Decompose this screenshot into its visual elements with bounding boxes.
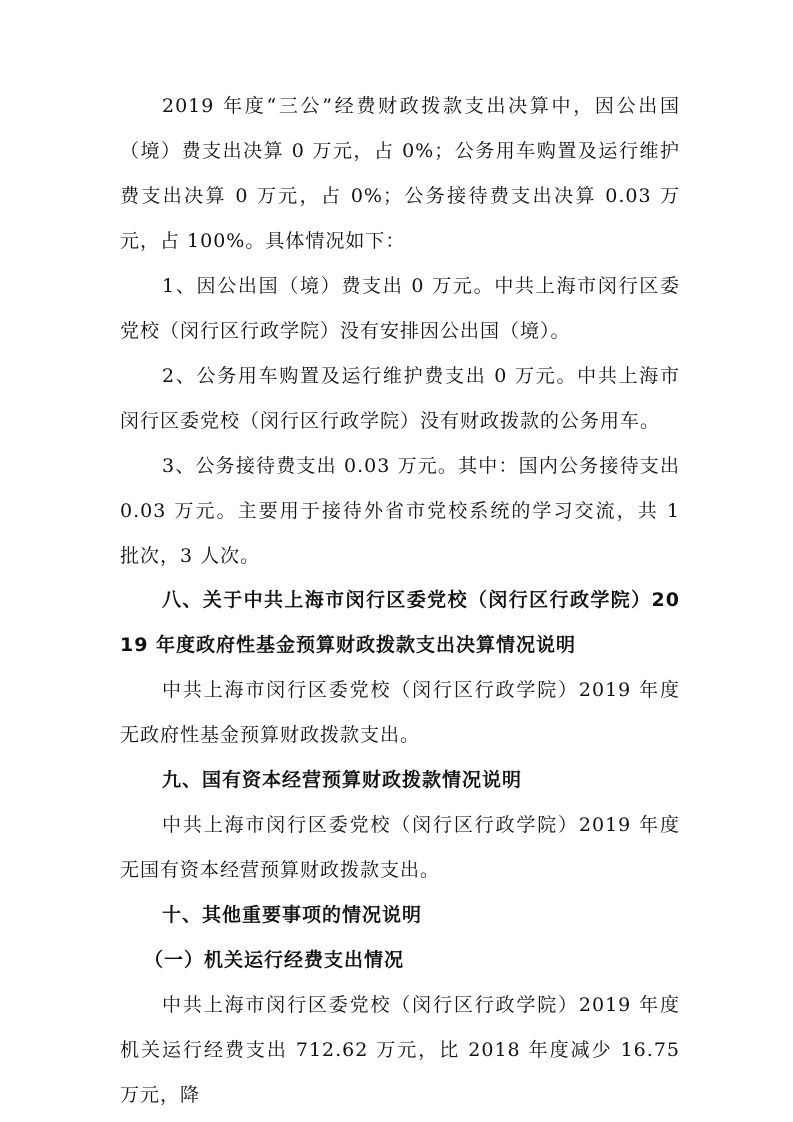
section-heading-nine: 九、国有资本经营预算财政拨款情况说明 xyxy=(162,769,523,791)
subsection-heading-one: （一）机关运行经费支出情况 xyxy=(144,949,405,971)
vehicle-expense-item: 2、公务用车购置及运行维护费支出 0 万元。中共上海市闵行区委党校（闵行区行政学院）没有财政拨款的公务用车。 xyxy=(120,365,680,432)
summary-paragraph: 2019 年度“三公”经费财政拨款支出决算中，因公出国（境）费支出决算 0 万元，占 0%；公务用车购置及运行维护费支出决算 0 万元，占 0%；公务接待费支出决算 0.03 万元，占 100%。具体情况如下： xyxy=(120,95,680,252)
operating-expense-paragraph: 中共上海市闵行区委党校（闵行区行政学院）2019 年度机关运行经费支出 712.62 万元，比 2018 年度减少 16.75 万元，降 xyxy=(120,994,680,1106)
section-heading-eight: 八、关于中共上海市闵行区委党校（闵行区行政学院）2019 年度政府性基金预算财政拨款支出决算情况说明 xyxy=(120,589,680,656)
travel-expense-item: 1、因公出国（境）费支出 0 万元。中共上海市闵行区委党校（闵行区行政学院）没有安排因公出国（境）。 xyxy=(120,275,680,342)
state-capital-paragraph: 中共上海市闵行区委党校（闵行区行政学院）2019 年度无国有资本经营预算财政拨款支出。 xyxy=(120,814,680,881)
reception-expense-item: 3、公务接待费支出 0.03 万元。其中：国内公务接待支出 0.03 万元。主要用于接待外省市党校系统的学习交流，共 1 批次，3 人次。 xyxy=(120,455,680,567)
government-fund-paragraph: 中共上海市闵行区委党校（闵行区行政学院）2019 年度无政府性基金预算财政拨款支出。 xyxy=(120,679,680,746)
section-heading-ten: 十、其他重要事项的情况说明 xyxy=(162,904,423,926)
